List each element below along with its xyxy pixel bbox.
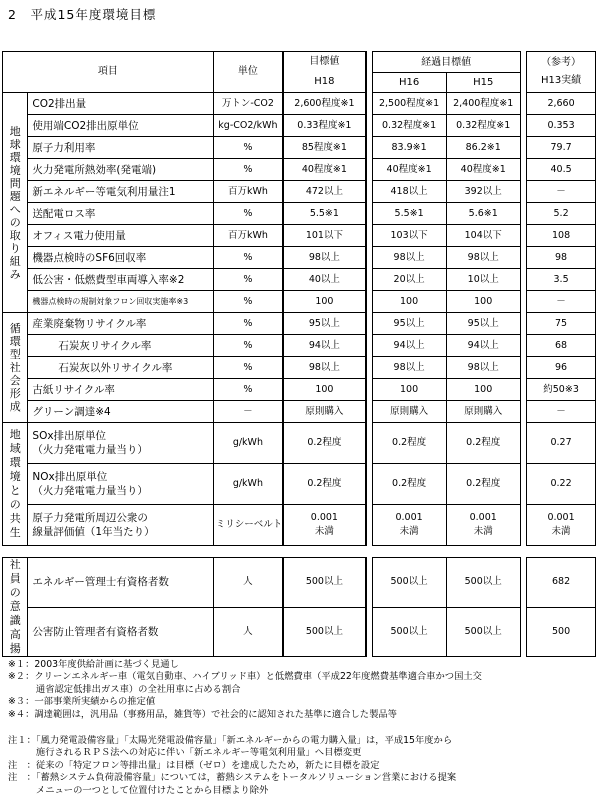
h15-cell-line1: 98以上 <box>467 251 499 263</box>
item-name <box>28 401 213 423</box>
unit-cell: － <box>213 401 283 423</box>
reference-cell <box>527 313 596 335</box>
item-name <box>28 181 213 203</box>
h16-cell <box>372 137 446 159</box>
item-name-text2: 線量評価値（1年当たり） <box>32 526 155 538</box>
category-global <box>3 93 28 313</box>
h15-cell-line1: 10以上 <box>467 273 499 285</box>
category-local <box>3 423 28 546</box>
item-name-text: 原子力発電所周辺公衆の <box>32 512 148 524</box>
header-target-year: H18 <box>314 76 335 87</box>
reference-cell-line1: 2,660 <box>547 97 575 109</box>
item-name-text: 石炭灰以外リサイクル率 <box>58 361 173 374</box>
h16-cell-line1: 103以下 <box>390 229 428 241</box>
table-row <box>3 357 596 379</box>
h16-cell <box>372 505 446 546</box>
reference-cell-line1: 5.2 <box>553 207 569 219</box>
header-target-label: 目標値 <box>309 56 340 67</box>
h15-cell <box>446 225 520 247</box>
table-row <box>3 335 596 357</box>
header-row <box>3 52 596 93</box>
h16-cell-line1: 0.001 <box>395 512 423 523</box>
h15-cell <box>446 423 520 464</box>
h16-cell-line1: 83.9※1 <box>391 141 427 153</box>
target-cell-line1: 95以上 <box>308 317 340 329</box>
h16-cell <box>372 357 446 379</box>
target-cell <box>283 115 366 137</box>
reference-cell-line1: 108 <box>551 229 571 241</box>
item-name <box>28 225 213 247</box>
target-cell <box>283 247 366 269</box>
item-name-text: 古紙リサイクル率 <box>32 383 115 396</box>
item-name <box>28 115 213 137</box>
item-name <box>28 505 213 546</box>
reference-cell <box>527 247 596 269</box>
item-name-text: 産業廃棄物リサイクル率 <box>32 317 147 330</box>
h15-cell <box>446 464 520 505</box>
unit-cell: % <box>213 269 283 291</box>
item-name-text: 新エネルギー等電気利用量注1 <box>32 185 176 198</box>
unit-cell: 百万kWh <box>213 181 283 203</box>
h16-cell <box>372 225 446 247</box>
target-cell-line1: 100 <box>315 295 334 307</box>
item-name-text: 低公害・低燃費型車両導入率※2 <box>32 273 185 286</box>
target-cell <box>283 357 366 379</box>
item-name <box>28 159 213 181</box>
h15-cell <box>446 607 520 657</box>
h16-cell-line1: 原則購入 <box>390 405 429 417</box>
unit-cell: % <box>213 313 283 335</box>
target-cell-line1: 500以上 <box>305 625 343 637</box>
h16-cell-line1: 500以上 <box>390 576 428 588</box>
h16-cell-line1: 94以上 <box>393 339 425 351</box>
table-row <box>3 607 596 657</box>
target-cell <box>283 225 366 247</box>
reference-cell <box>527 115 596 137</box>
h15-cell <box>446 137 520 159</box>
table-row <box>3 313 596 335</box>
header-ref-year: H13実績 <box>540 75 582 86</box>
footnote-line: 注１：「風力発電設備容量」「太陽光発電設備容量」「新エネルギーからの電力購入量」は，平成15年度から <box>8 735 453 747</box>
reference-cell <box>527 357 596 379</box>
target-cell-line2: 未満 <box>314 526 334 537</box>
reference-cell-line1: 96 <box>555 361 568 373</box>
item-name-text: 石炭灰リサイクル率 <box>58 339 152 352</box>
h15-cell <box>446 291 520 313</box>
target-cell <box>283 505 366 546</box>
table-row <box>3 181 596 203</box>
h16-cell <box>372 379 446 401</box>
target-cell <box>283 401 366 423</box>
item-name <box>28 291 213 313</box>
h16-cell <box>372 423 446 464</box>
unit-cell: 百万kWh <box>213 225 283 247</box>
table-row <box>3 159 596 181</box>
h16-cell-line1: 500以上 <box>390 625 428 637</box>
reference-cell <box>527 269 596 291</box>
target-cell <box>283 291 366 313</box>
h16-cell <box>372 115 446 137</box>
h16-cell-line1: 418以上 <box>390 185 428 197</box>
h15-cell-line1: 0.2程度 <box>466 437 501 448</box>
h16-cell-line1: 40程度※1 <box>386 163 432 175</box>
table-row <box>3 291 596 313</box>
h15-cell <box>446 269 520 291</box>
h15-cell-line1: 98以上 <box>467 361 499 373</box>
unit-cell: 人 <box>213 558 283 608</box>
item-name-text: 火力発電所熱効率(発電端) <box>32 163 157 176</box>
target-cell <box>283 269 366 291</box>
target-cell-line1: 原則購入 <box>305 405 344 417</box>
reference-cell-line1: － <box>556 295 566 307</box>
header-reference <box>527 52 596 93</box>
unit-cell: % <box>213 137 283 159</box>
h16-cell-line1: 0.2程度 <box>392 437 427 448</box>
h15-cell <box>446 247 520 269</box>
footnote-line: メニューの一つとして位置付けたことから目標より除外 <box>8 784 269 796</box>
unit-cell: 人 <box>213 607 283 657</box>
footnote-line: ※２：クリーンエネルギー車（電気自動車、ハイブリッド車）と低燃費車（平成22年度燃費基準適合車かつ国土交 <box>8 671 482 683</box>
h16-cell <box>372 313 446 335</box>
target-cell <box>283 558 366 608</box>
footnote-line: 施行されるＲＰＳ法への対応に伴い「新エネルギー等電気利用量」へ目標変更 <box>8 747 362 759</box>
reference-cell <box>527 505 596 546</box>
table-row <box>3 137 596 159</box>
h16-cell-line1: 100 <box>400 295 419 307</box>
reference-cell <box>527 93 596 115</box>
table-row <box>3 225 596 247</box>
h16-cell-line1: 20以上 <box>393 273 425 285</box>
h15-cell <box>446 335 520 357</box>
h16-cell <box>372 93 446 115</box>
h15-cell-line1: 500以上 <box>464 576 502 588</box>
item-name-text: 機器点検時の規制対象フロン回収実施率※3 <box>32 296 189 306</box>
reference-cell <box>527 181 596 203</box>
table-row <box>3 379 596 401</box>
item-name <box>28 464 213 505</box>
reference-cell <box>527 225 596 247</box>
h16-cell-line1: 98以上 <box>393 361 425 373</box>
reference-cell <box>527 607 596 657</box>
h16-cell <box>372 291 446 313</box>
table-row <box>3 203 596 225</box>
target-cell-line1: 40程度※1 <box>301 163 347 175</box>
footnote-line: ※３：一部事業所実績からの推定値 <box>8 696 156 708</box>
h16-cell <box>372 159 446 181</box>
unit-cell: % <box>213 335 283 357</box>
item-name <box>28 269 213 291</box>
footnote-line: 注 ：「蓄熱システム負荷設備容量」については，蓄熱システムをトータルソリューション営業における提案 <box>8 772 457 784</box>
item-name <box>28 313 213 335</box>
h16-cell-line1: 95以上 <box>393 317 425 329</box>
h16-cell-line1: 100 <box>400 383 419 395</box>
unit-cell: % <box>213 203 283 225</box>
h15-cell <box>446 203 520 225</box>
header-h16: H16 <box>373 73 447 92</box>
h16-cell-line1: 98以上 <box>393 251 425 263</box>
item-name-text2: （火力発電電力量当り） <box>32 485 148 497</box>
item-name-text: CO2排出量 <box>32 97 87 110</box>
h16-cell-line1: 2,500程度※1 <box>378 97 440 109</box>
item-name <box>28 423 213 464</box>
target-cell <box>283 607 366 657</box>
h15-cell <box>446 313 520 335</box>
target-cell-line1: 0.001 <box>310 512 338 523</box>
target-cell-line1: 98以上 <box>308 361 340 373</box>
footnote-spacer <box>8 721 594 735</box>
category-label: 循環型社会形成 <box>9 322 21 413</box>
target-cell <box>283 379 366 401</box>
item-name <box>28 203 213 225</box>
target-cell-line1: 40以上 <box>308 273 340 285</box>
item-name-text: 公害防止管理者有資格者数 <box>32 625 159 638</box>
table-row <box>3 269 596 291</box>
item-name-text2: （火力発電電力量当り） <box>32 444 148 456</box>
h15-cell <box>446 93 520 115</box>
reference-cell <box>527 379 596 401</box>
table-row <box>3 558 596 608</box>
item-name <box>28 357 213 379</box>
header-item: 項目 <box>3 52 214 93</box>
table-row <box>3 247 596 269</box>
category-label: 地球環境問題への取り組み <box>9 124 21 281</box>
reference-cell-line1: 0.22 <box>550 478 572 489</box>
reference-cell-line1: － <box>556 405 566 417</box>
category-label: 地域環境との共生 <box>9 428 21 539</box>
reference-cell-line1: 682 <box>551 576 571 588</box>
item-name-text: 使用端CO2排出原単位 <box>32 119 139 132</box>
target-cell-line1: 0.2程度 <box>307 478 342 489</box>
reference-cell-line1: 3.5 <box>553 273 569 285</box>
h16-cell <box>372 464 446 505</box>
reference-cell <box>527 401 596 423</box>
h15-cell-line1: 94以上 <box>467 339 499 351</box>
h16-cell-line1: 0.32程度※1 <box>382 119 437 131</box>
h15-cell <box>446 115 520 137</box>
reference-cell-line1: 0.353 <box>547 119 575 131</box>
reference-cell-line2: 未満 <box>551 526 571 537</box>
target-cell-line1: 5.5※1 <box>309 207 339 219</box>
item-name-text: 原子力利用率 <box>32 141 96 154</box>
h16-cell <box>372 335 446 357</box>
h15-cell-line1: 0.2程度 <box>466 478 501 489</box>
h16-cell-line2: 未満 <box>399 526 419 537</box>
h15-cell-line1: 500以上 <box>464 625 502 637</box>
table-row <box>3 423 596 464</box>
target-cell-line1: 0.33程度※1 <box>297 119 352 131</box>
target-cell-line1: 101以下 <box>305 229 343 241</box>
header-target <box>283 52 366 93</box>
header-unit: 単位 <box>213 52 283 93</box>
h15-cell <box>446 181 520 203</box>
item-name <box>28 607 213 657</box>
unit-cell: % <box>213 291 283 313</box>
unit-cell: kg-CO2/kWh <box>213 115 283 137</box>
target-cell-line1: 0.2程度 <box>307 437 342 448</box>
h16-cell <box>372 247 446 269</box>
footnote-line: ※１：2003年度供給計画に基づく見通し <box>8 659 179 670</box>
h16-cell <box>372 607 446 657</box>
table-row <box>3 505 596 546</box>
h15-cell-line1: 86.2※1 <box>465 141 501 153</box>
target-cell <box>283 464 366 505</box>
table-row <box>3 401 596 423</box>
category-recycle <box>3 313 28 423</box>
target-cell <box>283 335 366 357</box>
h15-cell-line1: 100 <box>474 383 493 395</box>
item-name <box>28 137 213 159</box>
h15-cell-line1: 原則購入 <box>464 405 503 417</box>
header-progress <box>372 52 520 93</box>
unit-cell: % <box>213 159 283 181</box>
unit-cell: 万トン-CO2 <box>213 93 283 115</box>
unit-cell: % <box>213 357 283 379</box>
table-row <box>3 464 596 505</box>
h15-cell-line1: 5.6※1 <box>468 207 498 219</box>
reference-cell-line1: 75 <box>555 317 568 329</box>
target-cell <box>283 313 366 335</box>
header-ref-label: （参考） <box>541 57 582 68</box>
item-name <box>28 379 213 401</box>
table-row <box>3 93 596 115</box>
item-name-text: NOx排出原単位 <box>32 471 108 483</box>
target-cell <box>283 159 366 181</box>
footnote-line: ※４：調達範囲は，汎用品（事務用品，雑貨等）で社会的に認知された基準に適合した製品等 <box>8 708 397 720</box>
reference-cell-line1: 約50※3 <box>543 383 579 395</box>
h15-cell-line1: 392以上 <box>464 185 502 197</box>
reference-cell-line1: 68 <box>555 339 568 351</box>
reference-cell-line1: 98 <box>555 251 568 263</box>
unit-cell: g/kWh <box>213 464 283 505</box>
reference-cell <box>527 464 596 505</box>
reference-cell <box>527 203 596 225</box>
reference-cell <box>527 159 596 181</box>
target-cell-line1: 2,600程度※1 <box>294 97 355 109</box>
item-name-text: 送配電ロス率 <box>32 207 96 220</box>
target-cell-line1: 85程度※1 <box>301 141 347 153</box>
h16-cell <box>372 181 446 203</box>
h15-cell <box>446 505 520 546</box>
target-cell-line1: 94以上 <box>308 339 340 351</box>
header-progress-label: 経過目標値 <box>373 53 520 73</box>
category-social <box>3 558 28 657</box>
item-name-text: 機器点検時のSF6回収率 <box>32 251 147 264</box>
reference-cell <box>527 137 596 159</box>
header-h15: H15 <box>473 76 494 88</box>
target-cell-line1: 98以上 <box>308 251 340 263</box>
h16-cell <box>372 401 446 423</box>
item-name-text: SOx排出原単位 <box>32 430 107 442</box>
h15-cell <box>446 159 520 181</box>
h16-cell-line1: 5.5※1 <box>394 207 424 219</box>
item-name <box>28 93 213 115</box>
item-name-text: グリーン調達※4 <box>32 405 111 418</box>
h15-cell <box>446 357 520 379</box>
reference-cell-line1: 40.5 <box>550 163 572 175</box>
footnotes <box>8 659 594 797</box>
unit-cell: % <box>213 379 283 401</box>
reference-cell-line1: 500 <box>551 625 571 637</box>
unit-cell: g/kWh <box>213 423 283 464</box>
h15-cell-line1: 2,400程度※1 <box>453 97 514 109</box>
reference-cell-line1: 0.001 <box>547 512 575 523</box>
h15-cell <box>446 401 520 423</box>
h16-cell-line1: 0.2程度 <box>392 478 427 489</box>
target-cell-line1: 472以上 <box>305 185 343 197</box>
target-cell <box>283 181 366 203</box>
h15-cell-line1: 95以上 <box>467 317 499 329</box>
target-cell <box>283 203 366 225</box>
target-cell <box>283 137 366 159</box>
category-label: 社員の意識高揚 <box>9 558 21 655</box>
h15-cell-line1: 0.001 <box>469 512 497 523</box>
target-cell <box>283 93 366 115</box>
target-cell-line1: 500以上 <box>305 576 343 588</box>
unit-cell: % <box>213 247 283 269</box>
h15-cell <box>446 379 520 401</box>
h15-cell <box>446 558 520 608</box>
item-name <box>28 247 213 269</box>
reference-cell-line1: 79.7 <box>550 141 572 153</box>
footnote-line: 注 ：従来の「特定フロン等排出量」は目標（ゼロ）を達成したため，新たに目標を設定 <box>8 759 380 771</box>
table-row <box>3 115 596 137</box>
item-name <box>28 335 213 357</box>
item-name <box>28 558 213 608</box>
h16-cell <box>372 203 446 225</box>
reference-cell-line1: － <box>556 185 566 197</box>
target-cell <box>283 423 366 464</box>
h15-cell-line1: 100 <box>474 295 493 307</box>
reference-cell-line1: 0.27 <box>550 437 572 448</box>
h15-cell-line2: 未満 <box>473 526 493 537</box>
h15-cell-line1: 0.32程度※1 <box>456 119 511 131</box>
h15-cell-line1: 104以下 <box>464 229 502 241</box>
reference-cell <box>527 291 596 313</box>
section-separator <box>3 546 596 558</box>
page-title: 2 平成15年度環境目標 <box>8 7 157 22</box>
footnote-line: 通省認定低排出ガス車）の全社用車に占める割合 <box>8 683 241 695</box>
item-name-text: エネルギー管理士有資格者数 <box>32 576 169 589</box>
h16-cell <box>372 558 446 608</box>
reference-cell <box>527 558 596 608</box>
h15-cell-line1: 40程度※1 <box>460 163 506 175</box>
unit-cell: ミリシーベルト <box>213 505 283 546</box>
item-name-text: オフィス電力使用量 <box>32 229 126 242</box>
h16-cell <box>372 269 446 291</box>
environment-target-table <box>2 51 596 657</box>
reference-cell <box>527 335 596 357</box>
reference-cell <box>527 423 596 464</box>
target-cell-line1: 100 <box>315 383 334 395</box>
